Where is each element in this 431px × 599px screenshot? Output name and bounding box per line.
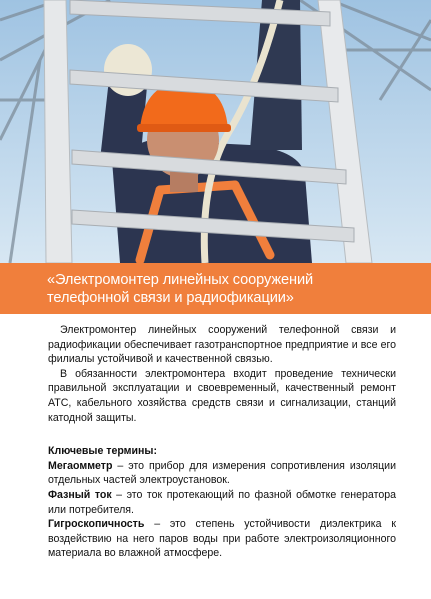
term-name: Фазный ток <box>48 488 112 501</box>
main-content <box>48 323 396 561</box>
key-terms-heading: Ключевые термины: <box>48 445 158 458</box>
term-item <box>48 517 396 561</box>
term-definition: – это прибор для измерения сопротивления изоляции отдельных частей электроустановок. <box>48 459 396 487</box>
term-name: Гигроскопичность <box>48 518 145 531</box>
duties-paragraph: В обязанности электромонтера входит проведение технически правильной эксплуатации и своевременный, качественный ремонт АТС, кабельного хозяйства средств связи и сигнализации, станций катодной защиты. <box>48 367 396 424</box>
intro-paragraph: Электромонтер линейных сооружений телефонной связи и радиофикации обеспечивает газотранспортное предприятие и все его филиалы устойчивой и качественной связью. <box>48 324 396 366</box>
photo-illustration <box>0 0 431 263</box>
term-item <box>48 459 396 488</box>
title-line-2: телефонной связи и радиофикации» <box>47 290 294 306</box>
term-definition: – это степень устойчивости диэлектрика к воздействию на него паров воды при работе электроизоляционного материала во влажной атмосфере. <box>48 518 396 560</box>
title-banner <box>0 263 431 314</box>
term-name: Мегаомметр <box>48 459 113 472</box>
worker-on-tower-photo <box>0 0 431 263</box>
term-definition: – это ток протекающий по фазной обмотке генератора или потребителя. <box>48 488 396 516</box>
title-line-1: «Электромонтер линейных сооружений <box>47 272 314 288</box>
page-title <box>47 271 417 307</box>
term-item <box>48 488 396 517</box>
